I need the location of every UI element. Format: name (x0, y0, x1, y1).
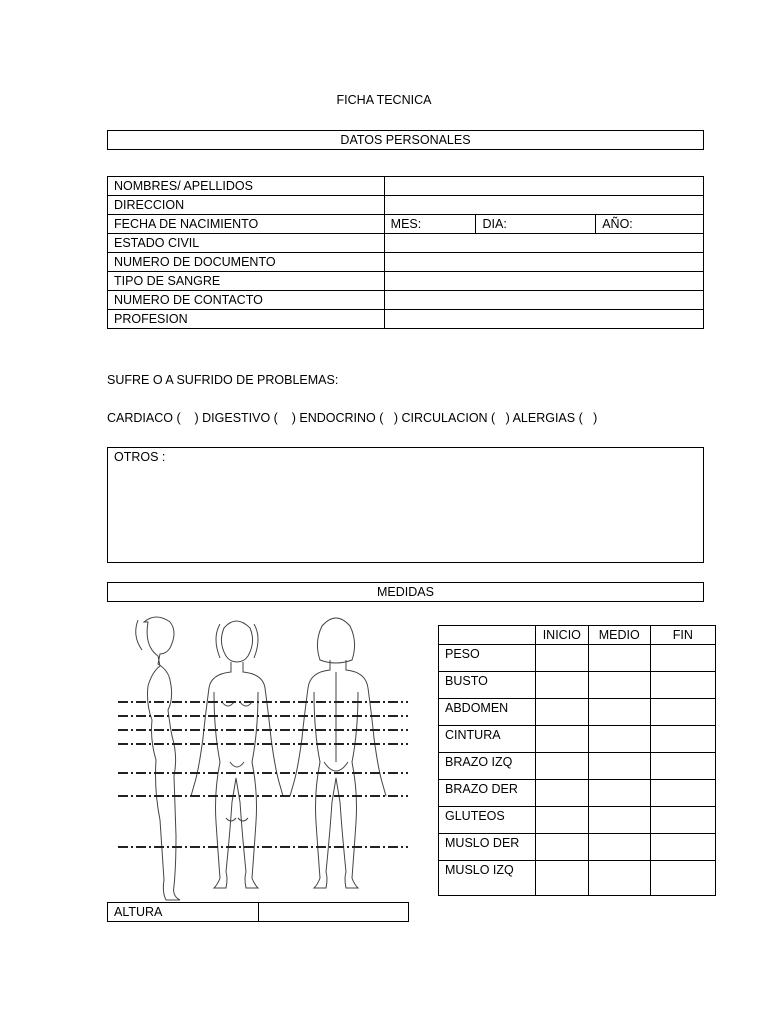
row-nombres (108, 177, 704, 196)
measure-medio-cell[interactable] (588, 834, 650, 861)
measure-label: MUSLO DER (439, 834, 536, 861)
field-dia[interactable]: DIA: (476, 215, 596, 234)
row-tipo-sangre (108, 272, 704, 291)
label-contacto: NUMERO DE CONTACTO (108, 291, 385, 310)
body-figures-illustration (110, 612, 410, 902)
measure-row (439, 645, 716, 672)
side-view-figure (136, 617, 180, 900)
label-estado-civil: ESTADO CIVIL (108, 234, 385, 253)
measure-inicio-cell[interactable] (535, 780, 588, 807)
measure-fin-cell[interactable] (650, 726, 715, 753)
measures-col-medio: MEDIO (588, 626, 650, 645)
row-estado-civil (108, 234, 704, 253)
problems-options[interactable]: CARDIACO ( ) DIGESTIVO ( ) ENDOCRINO ( ) CIRCULACION ( ) ALERGIAS ( ) (107, 411, 598, 425)
measure-medio-cell[interactable] (588, 699, 650, 726)
label-fecha-nacimiento: FECHA DE NACIMIENTO (108, 215, 385, 234)
measure-fin-cell[interactable] (650, 699, 715, 726)
label-profesion: PROFESION (108, 310, 385, 329)
row-direccion (108, 196, 704, 215)
body-figures-svg (110, 612, 410, 902)
measure-label: MUSLO IZQ (439, 861, 536, 896)
page-title: FICHA TECNICA (336, 93, 432, 107)
measures-table (438, 625, 716, 896)
measure-fin-cell[interactable] (650, 834, 715, 861)
measure-row (439, 699, 716, 726)
measure-inicio-cell[interactable] (535, 672, 588, 699)
measure-fin-cell[interactable] (650, 807, 715, 834)
measure-label: GLUTEOS (439, 807, 536, 834)
field-anio[interactable]: AÑO: (596, 215, 704, 234)
measure-inicio-cell[interactable] (535, 834, 588, 861)
field-tipo-sangre[interactable] (384, 272, 703, 291)
label-altura: ALTURA (108, 903, 259, 922)
measures-header-row (439, 626, 716, 645)
measures-col-fin: FIN (650, 626, 715, 645)
altura-table (107, 902, 409, 922)
measure-row (439, 753, 716, 780)
otros-label: OTROS : (114, 450, 166, 464)
measure-label: PESO (439, 645, 536, 672)
measure-medio-cell[interactable] (588, 672, 650, 699)
measure-row (439, 672, 716, 699)
measure-label: BRAZO DER (439, 780, 536, 807)
medidas-header: MEDIDAS (107, 582, 704, 602)
measure-medio-cell[interactable] (588, 780, 650, 807)
field-nombres[interactable] (384, 177, 703, 196)
measures-col-inicio: INICIO (535, 626, 588, 645)
measure-medio-cell[interactable] (588, 861, 650, 896)
row-profesion (108, 310, 704, 329)
measure-row (439, 807, 716, 834)
row-fecha-nacimiento (108, 215, 704, 234)
field-direccion[interactable] (384, 196, 703, 215)
field-documento[interactable] (384, 253, 703, 272)
measure-inicio-cell[interactable] (535, 753, 588, 780)
measure-medio-cell[interactable] (588, 807, 650, 834)
measure-fin-cell[interactable] (650, 672, 715, 699)
measure-fin-cell[interactable] (650, 753, 715, 780)
label-nombres: NOMBRES/ APELLIDOS (108, 177, 385, 196)
measure-row (439, 780, 716, 807)
label-tipo-sangre: TIPO DE SANGRE (108, 272, 385, 291)
measures-col-label (439, 626, 536, 645)
measure-inicio-cell[interactable] (535, 726, 588, 753)
field-profesion[interactable] (384, 310, 703, 329)
personal-data-table (107, 176, 704, 329)
field-contacto[interactable] (384, 291, 703, 310)
measure-inicio-cell[interactable] (535, 699, 588, 726)
field-mes[interactable]: MES: (384, 215, 476, 234)
measure-inicio-cell[interactable] (535, 807, 588, 834)
measure-label: BUSTO (439, 672, 536, 699)
measure-fin-cell[interactable] (650, 645, 715, 672)
label-documento: NUMERO DE DOCUMENTO (108, 253, 385, 272)
field-altura[interactable] (258, 903, 408, 922)
measure-fin-cell[interactable] (650, 861, 715, 896)
measure-medio-cell[interactable] (588, 726, 650, 753)
measure-row (439, 834, 716, 861)
row-altura (108, 903, 409, 922)
measure-medio-cell[interactable] (588, 753, 650, 780)
field-estado-civil[interactable] (384, 234, 703, 253)
measure-row (439, 861, 716, 896)
measure-fin-cell[interactable] (650, 780, 715, 807)
label-direccion: DIRECCION (108, 196, 385, 215)
measure-label: BRAZO IZQ (439, 753, 536, 780)
measure-inicio-cell[interactable] (535, 645, 588, 672)
measure-inicio-cell[interactable] (535, 861, 588, 896)
personal-data-header: DATOS PERSONALES (107, 130, 704, 150)
row-documento (108, 253, 704, 272)
measure-label: ABDOMEN (439, 699, 536, 726)
measure-row (439, 726, 716, 753)
measure-medio-cell[interactable] (588, 645, 650, 672)
otros-box[interactable] (107, 447, 704, 563)
measure-label: CINTURA (439, 726, 536, 753)
problems-heading: SUFRE O A SUFRIDO DE PROBLEMAS: (107, 373, 339, 387)
row-contacto (108, 291, 704, 310)
measurement-lines (118, 702, 408, 847)
